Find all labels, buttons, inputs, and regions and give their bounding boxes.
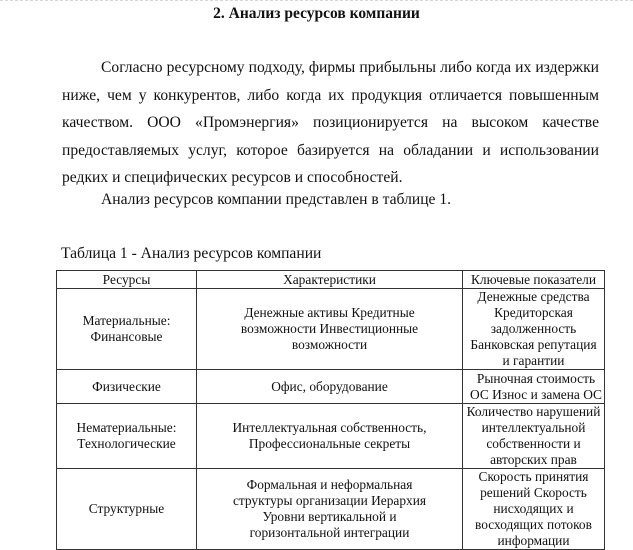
header-indicators: Ключевые показатели — [463, 271, 605, 289]
cell-indicators: Количество нарушений интеллектуальной собственности и авторских прав — [463, 404, 605, 469]
cell-characteristics: Интеллектуальная собственность, Профессиональные секреты — [197, 404, 463, 469]
cell-characteristics: Денежные активы Кредитные возможности Инвестиционные возможности — [197, 289, 463, 370]
table-header-row — [57, 271, 605, 289]
cell-resource: Физические — [57, 370, 197, 404]
cell-indicators: Рыночная стоимость ОС Износ и замена ОС — [463, 370, 605, 404]
cell-characteristics: Офис, оборудование — [197, 370, 463, 404]
cell-resource: Нематериальные: Технологические — [57, 404, 197, 469]
header-resources: Ресурсы — [57, 271, 197, 289]
cell-indicators: Денежные средства Кредиторская задолженность Банковская репутация и гарантии — [463, 289, 605, 370]
body-paragraph: Согласно ресурсному подходу, фирмы прибыльны либо когда их издержки ниже, чем у конкурентов, либо когда их продукция отличается повышенным качеством. ООО «Промэнергия» позиционируется на высоком качестве предоставляемых услуг, которое базируется на обладании и использовании редких и специфических ресурсов и способностей. — [62, 59, 599, 187]
table-row — [57, 404, 605, 469]
cell-indicators: Скорость принятия решений Скорость нисходящих и восходящих потоков информации — [463, 469, 605, 550]
section-heading: 2. Анализ ресурсов компании — [213, 5, 420, 22]
body-paragraph: Анализ ресурсов компании представлен в таблице 1. — [101, 191, 452, 208]
cell-characteristics: Формальная и неформальная структуры организации Иерархия Уровни вертикальной и горизонтальной интеграции — [197, 469, 463, 550]
table-caption: Таблица 1 - Анализ ресурсов компании — [61, 245, 322, 262]
table-row — [57, 370, 605, 404]
page-edge — [0, 0, 633, 1]
cell-resource: Структурные — [57, 469, 197, 550]
cell-resource: Материальные: Финансовые — [57, 289, 197, 370]
resources-table — [56, 270, 605, 550]
header-characteristics: Характеристики — [197, 271, 463, 289]
table-row — [57, 289, 605, 370]
table-row — [57, 469, 605, 550]
